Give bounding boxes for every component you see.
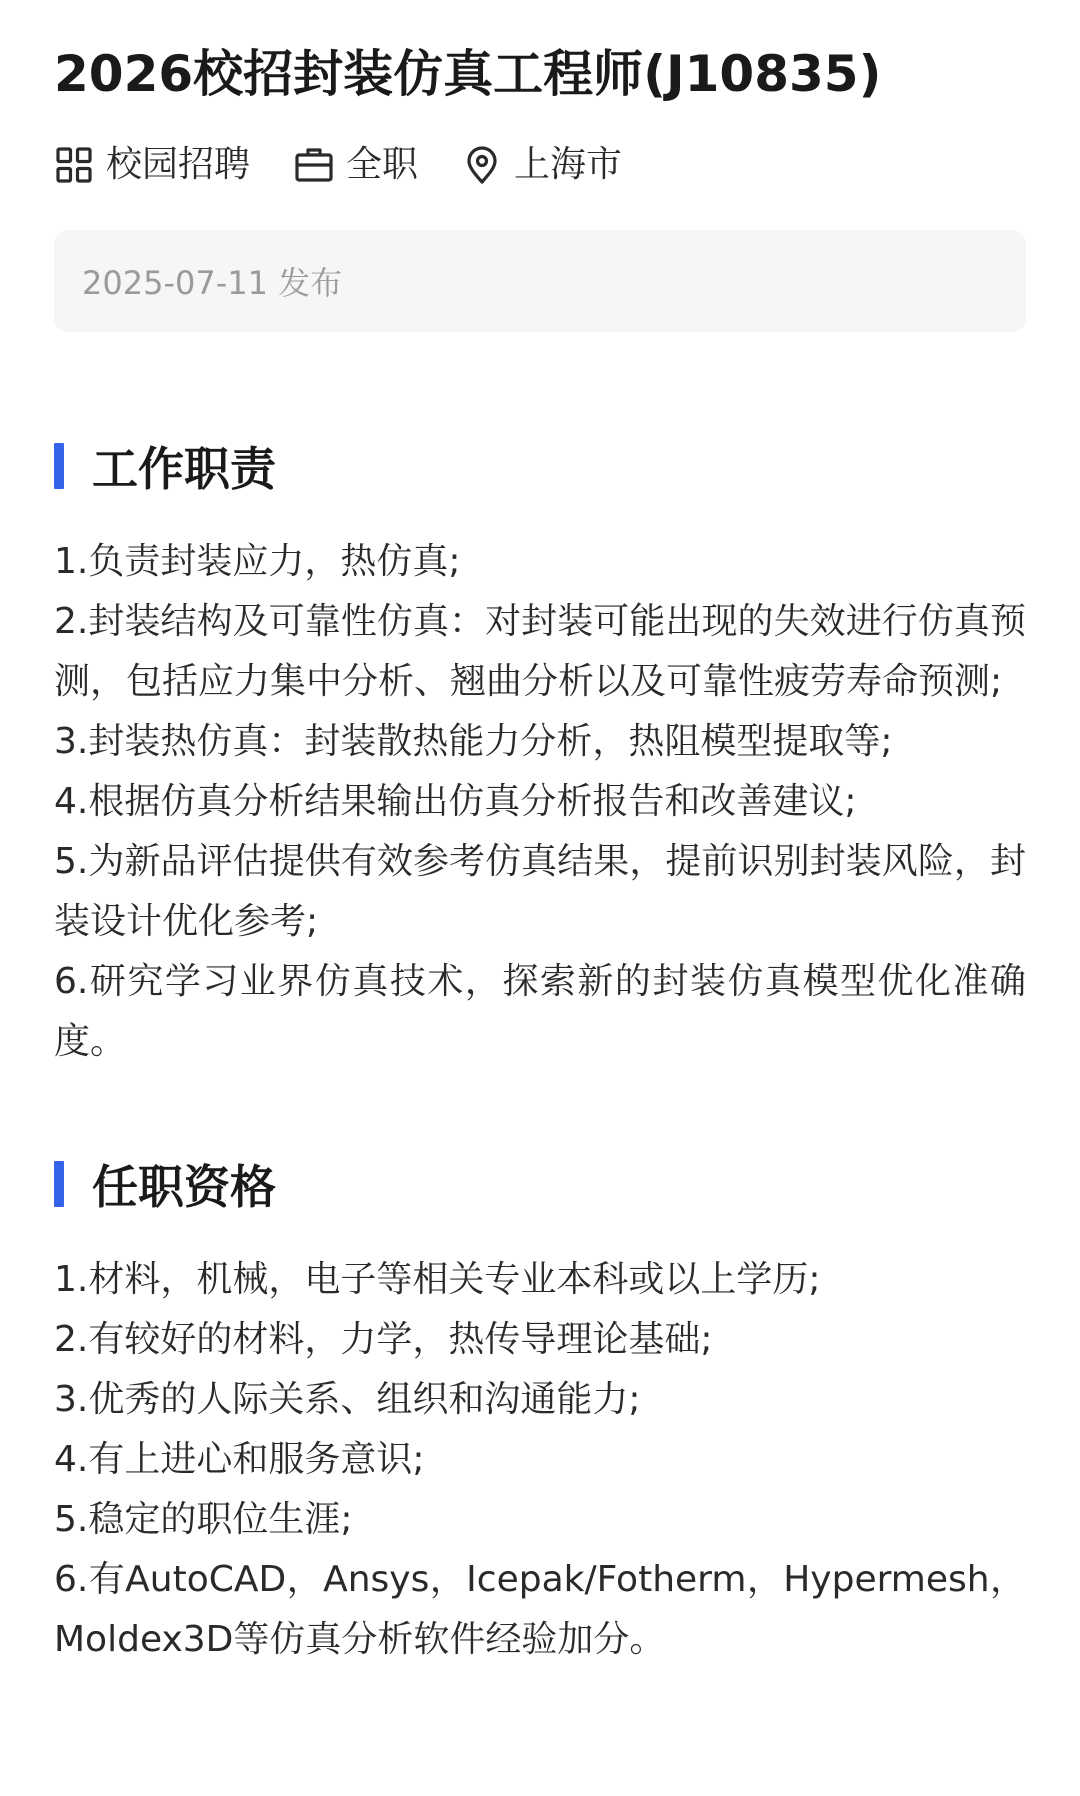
meta-employment-type	[294, 140, 418, 190]
list-item: 3.优秀的人际关系、组织和沟通能力;	[54, 1379, 641, 1420]
list-item: 1.负责封装应力，热仿真;	[54, 541, 461, 582]
meta-location	[462, 140, 622, 190]
meta-employment-type-label: 全职	[346, 144, 419, 185]
briefcase-icon	[294, 145, 334, 185]
list-item: 4.根据仿真分析结果输出仿真分析报告和改善建议;	[54, 781, 857, 822]
list-item: 5.为新品评估提供有效参考仿真结果，提前识别封装风险，封装设计优化参考;	[54, 841, 1026, 942]
meta-recruitment-type	[54, 140, 250, 190]
qualifications-title: 任职资格	[92, 1160, 276, 1214]
list-item: 2.有较好的材料，力学，热传导理论基础;	[54, 1319, 713, 1360]
qualifications-header	[54, 1154, 1026, 1214]
list-item: 4.有上进心和服务意识;	[54, 1439, 425, 1480]
list-item: 3.封装热仿真：封装散热能力分析，热阻模型提取等;	[54, 721, 893, 762]
responsibilities-title: 工作职责	[92, 442, 276, 496]
location-pin-icon	[462, 145, 502, 185]
list-item: 6.有AutoCAD，Ansys，Icepak/Fotherm，Hypermesh，Moldex3D等仿真分析软件经验加分。	[54, 1559, 1026, 1660]
publish-date: 2025-07-11 发布	[82, 264, 343, 302]
section-accent-bar	[54, 1161, 64, 1207]
list-item: 1.材料，机械，电子等相关专业本科或以上学历;	[54, 1259, 821, 1300]
list-item: 2.封装结构及可靠性仿真：对封装可能出现的失效进行仿真预测，包括应力集中分析、翘曲分析以及可靠性疲劳寿命预测;	[54, 601, 1026, 702]
meta-location-label: 上海市	[514, 144, 623, 185]
responsibilities-list	[54, 532, 1026, 1072]
list-item: 5.稳定的职位生涯;	[54, 1499, 353, 1540]
grid-icon	[54, 145, 94, 185]
responsibilities-section	[54, 436, 1026, 1072]
qualifications-list	[54, 1250, 1026, 1670]
section-accent-bar	[54, 443, 64, 489]
job-meta-row	[54, 140, 1026, 190]
qualifications-section	[54, 1154, 1026, 1670]
job-title: 2026校招封装仿真工程师(J10835)	[54, 45, 882, 103]
publish-date-box	[54, 230, 1026, 332]
meta-recruitment-type-label: 校园招聘	[106, 144, 251, 185]
list-item: 6.研究学习业界仿真技术，探索新的封装仿真模型优化准确度。	[54, 961, 1026, 1062]
responsibilities-header	[54, 436, 1026, 496]
